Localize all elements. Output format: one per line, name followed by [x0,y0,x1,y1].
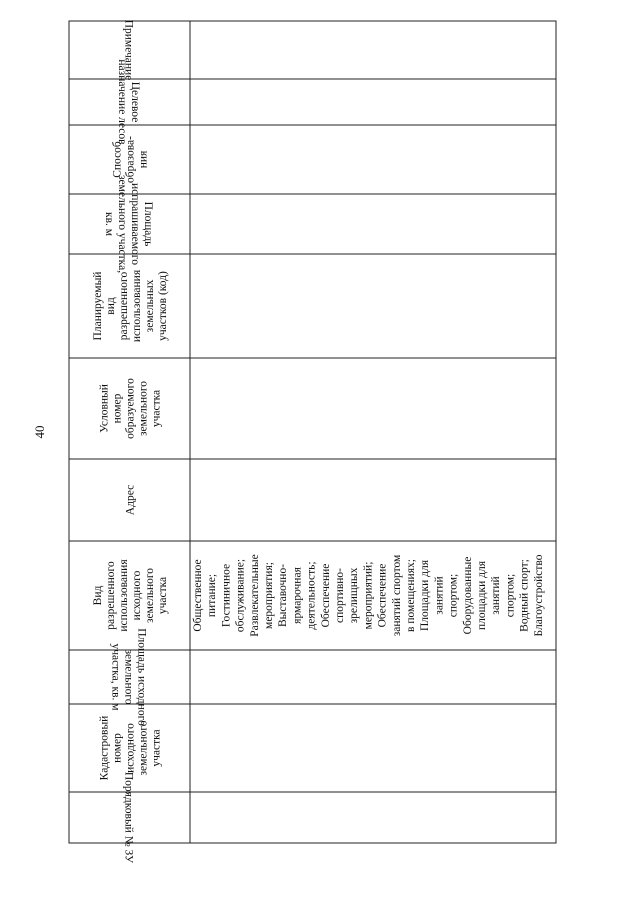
body-cell-line: Выставочно- [277,563,290,628]
body-cell-line: Водный спорт; [518,559,531,632]
header-cell-row-number [123,772,135,864]
body-cell-line: спортом; [447,573,460,618]
header-cell-line: Площадь исходного [135,628,148,726]
header-cell-line: кв. м [103,211,115,237]
header-cell-line: участка [150,389,163,428]
body-cell-line: спортом; [504,573,517,618]
body-cell-line: занятий спортом [390,554,403,637]
header-cell-line: земельного участка, [116,174,128,274]
header-cell-planned-use [92,269,169,342]
body-cell-line: занятий [433,576,446,615]
header-cell-line: номер [111,733,124,763]
header-cell-line: использования [131,269,143,343]
header-cell-line: Вид [92,585,104,606]
body-cell-line: площадки для [476,561,488,630]
header-cell-line: исходного [124,723,137,773]
body-cell-line: ярмарочная [291,567,304,624]
header-cell-line: вид [105,297,117,315]
header-cell-line: Способ [111,141,124,178]
body-cell-permitted-use [192,554,545,637]
body-cell-line: спортивно- [334,568,346,623]
page-number-text: 40 [32,425,47,439]
header-cell-line: Адрес [124,484,137,516]
header-cell-line: участка [150,729,163,767]
header-cell-line: Целевое [129,81,141,123]
body-cell-line: Площадки для [419,559,432,632]
body-cell-line: Обеспечение [376,563,389,628]
body-cell-line: Гостиничное [220,563,233,628]
body-cell-line: мероприятий; [362,561,375,630]
body-cell-line: Обеспечение [319,563,332,628]
body-cell-line: Общественное [192,559,204,632]
body-cell-line: Развлекательные [248,554,261,637]
header-cell-address [125,485,137,515]
header-cell-line: земельного [122,649,135,705]
header-cell-line: земельного [137,720,150,776]
body-cell-line: мероприятия; [263,562,275,629]
header-cell-line: земельного [137,380,150,437]
header-cell-line: земельных [144,279,156,333]
header-cell-line: номер [111,393,124,424]
body-cell-line: обслуживание; [234,558,247,633]
body-cell-line: занятий [490,576,503,615]
header-cell-permitted-use [92,559,169,632]
header-cell-note [123,20,135,81]
header-cell-line: назначение лесов [116,59,128,145]
header-cell-line: земельного [144,567,156,624]
body-cell-line: Оборудованные [461,556,474,635]
header-cell-conditional-number [99,378,163,439]
header-cell-line: испрашиваемого [129,183,141,265]
header-cell-line: Порядковый № ЗУ [122,771,135,864]
header-cell-line: образуемого [124,378,137,439]
header-cell-line: исходного [131,570,143,621]
header-cell-line: ния [137,150,150,169]
header-cell-line: использования [118,559,130,632]
header-cell-line: Планируемый [92,271,104,341]
header-cell-line: разрешенного [105,561,117,630]
body-cell-line: питание; [206,573,219,618]
header-cell-source-area [110,628,148,726]
header-cell-line: Условный [98,384,111,433]
header-cell-line: участка, кв. м [109,643,122,711]
body-cell-line: Благоустройство [532,554,545,637]
body-cell-line: деятельность; [305,561,318,630]
header-cell-line: участка [157,576,169,615]
header-cell-line: Кадастровый [98,715,111,781]
header-cell-line: образова- [124,136,137,183]
header-cell-line: Примечание [122,19,135,81]
header-cell-cadastral-number [99,716,163,781]
header-cell-line: разрешенного [118,271,130,341]
header-cell-requested-area [103,175,154,273]
header-cell-line: Площадь [142,201,154,247]
body-cell-line: зрелищных [348,567,361,624]
body-cell-line: в помещениях; [405,559,417,632]
header-cell-line: участков (код) [157,271,169,341]
